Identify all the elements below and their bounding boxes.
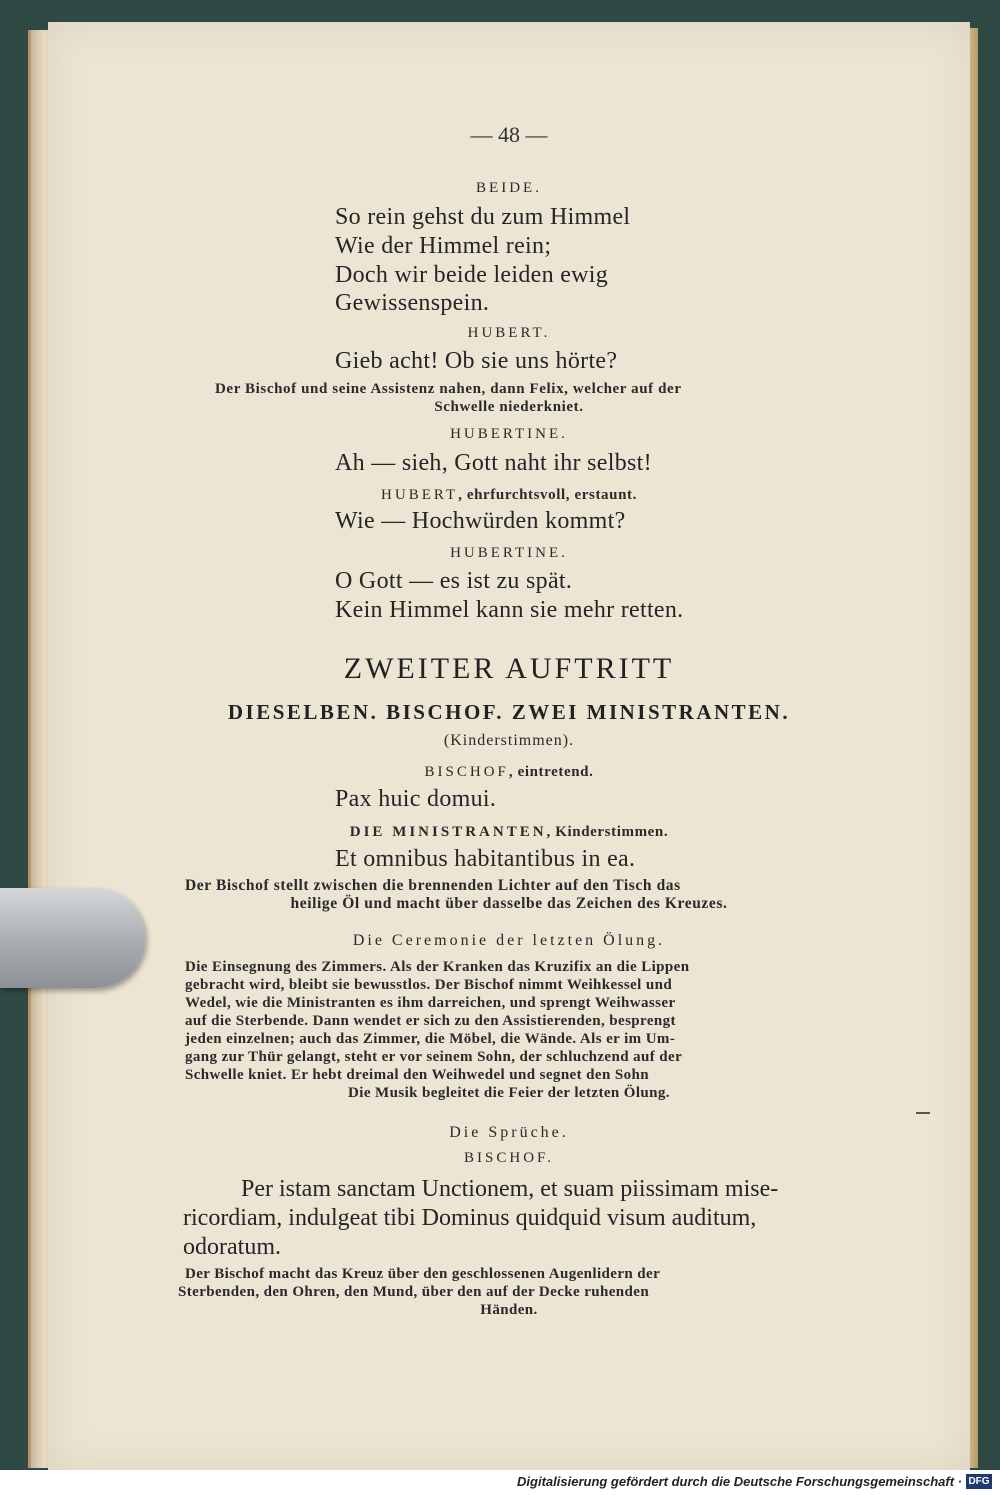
stage-direction-line: heilige Öl und macht über dasselbe das Zeichen des Kreuzes. xyxy=(290,895,728,912)
stage-direction-line: Händen. xyxy=(480,1302,538,1318)
stage-direction-line: Der Bischof und seine Assistenz nahen, dann Felix, welcher auf der xyxy=(215,381,682,397)
page-scroll-thumb[interactable] xyxy=(0,888,145,988)
ceremony-title: Die Ceremonie der letzten Ölung. xyxy=(352,932,666,949)
speaker-line-ministranten xyxy=(48,823,970,841)
stage-direction-line: Der Bischof stellt zwischen die brennenden Lichter auf den Tisch das xyxy=(185,877,681,894)
scene-heading: ZWEITER AUFTRITT xyxy=(343,652,675,685)
scene-cast-note: (Kinderstimmen). xyxy=(443,732,575,749)
speaker-line-hubert xyxy=(48,486,970,504)
ceremony-line: Schwelle kniet. Er hebt dreimal den Weihwedel und segnet den Sohn xyxy=(185,1067,649,1083)
verse-line: Wie — Hochwürden kommt? xyxy=(335,508,626,534)
verse-line: Wie der Himmel rein; xyxy=(335,233,552,259)
ceremony-line: gebracht wird, bleibt sie bewusstlos. Der Bischof nimmt Weihkessel und xyxy=(185,977,673,993)
ceremony-line: jeden einzelnen; auch das Zimmer, die Möbel, die Wände. Als er im Um- xyxy=(185,1031,676,1047)
speaker-line-bischof xyxy=(48,763,970,781)
speaker-ministranten: DIE MINISTRANTEN xyxy=(349,824,547,840)
ceremony-line: auf die Sterbende. Dann wendet er sich zu den Assistierenden, besprengt xyxy=(185,1013,676,1029)
verse-line: So rein gehst du zum Himmel xyxy=(335,204,631,230)
ceremony-line: Die Einsegnung des Zimmers. Als der Kranken das Kruzifix an die Lippen xyxy=(185,959,690,975)
speaker-hubertine: HUBERTINE. xyxy=(450,545,568,561)
verse-line: Et omnibus habitantibus in ea. xyxy=(335,846,636,872)
stage-direction-line: Der Bischof macht das Kreuz über den geschlossenen Augenlidern der xyxy=(185,1266,661,1282)
dfg-logo: DFG xyxy=(966,1474,992,1489)
ceremony-line: Wedel, wie die Ministranten es ihm darreichen, und sprengt Weihwasser xyxy=(185,995,676,1011)
speaker-bischof: BISCHOF. xyxy=(464,1150,554,1166)
printer-mark xyxy=(916,1112,930,1114)
ceremony-line: gang zur Thür gelangt, steht er vor seinem Sohn, der schluchzend auf der xyxy=(185,1049,683,1065)
verse-line: Pax huic domui. xyxy=(335,786,497,812)
prose-line: odoratum. xyxy=(183,1234,281,1260)
speaker-beide: BEIDE. xyxy=(476,180,542,196)
verse-line: Gewissenspein. xyxy=(335,290,490,316)
speaker-hubertine: HUBERTINE. xyxy=(450,426,568,442)
stage-direction-line: Schwelle niederkniet. xyxy=(434,399,584,415)
verse-line: O Gott — es ist zu spät. xyxy=(335,568,573,594)
verse-line: Doch wir beide leiden ewig xyxy=(335,262,609,288)
verse-line: Gieb acht! Ob sie uns hörte? xyxy=(335,348,618,374)
speaker-hubert: HUBERT. xyxy=(467,325,551,341)
sprueche-title: Die Sprüche. xyxy=(449,1124,569,1141)
stage-direction: , ehrfurchtsvoll, erstaunt. xyxy=(458,487,637,503)
stage-direction: , Kinderstimmen. xyxy=(546,824,669,840)
prose-line: ricordiam, indulgeat tibi Dominus quidquid visum auditum, xyxy=(183,1205,757,1231)
verse-line: Kein Himmel kann sie mehr retten. xyxy=(335,597,684,623)
prose-line: Per istam sanctam Unctionem, et suam piissimam mise- xyxy=(241,1176,779,1202)
stage-direction: , eintretend. xyxy=(508,764,594,780)
scene-cast: DIESELBEN. BISCHOF. ZWEI MINISTRANTEN. xyxy=(227,700,791,724)
book-page xyxy=(48,22,970,1470)
footer-credit: Digitalisierung gefördert durch die Deutsche Forschungsgemeinschaft · xyxy=(517,1474,962,1489)
verse-line: Ah — sieh, Gott naht ihr selbst! xyxy=(335,450,652,476)
page-number: — 48 — xyxy=(470,122,548,147)
ceremony-line: Die Musik begleitet die Feier der letzten Ölung. xyxy=(348,1085,670,1101)
speaker-hubert: HUBERT xyxy=(381,487,459,503)
stage-direction-line: Sterbenden, den Ohren, den Mund, über den auf der Decke ruhenden xyxy=(178,1284,650,1300)
speaker-bischof: BISCHOF xyxy=(424,764,509,780)
